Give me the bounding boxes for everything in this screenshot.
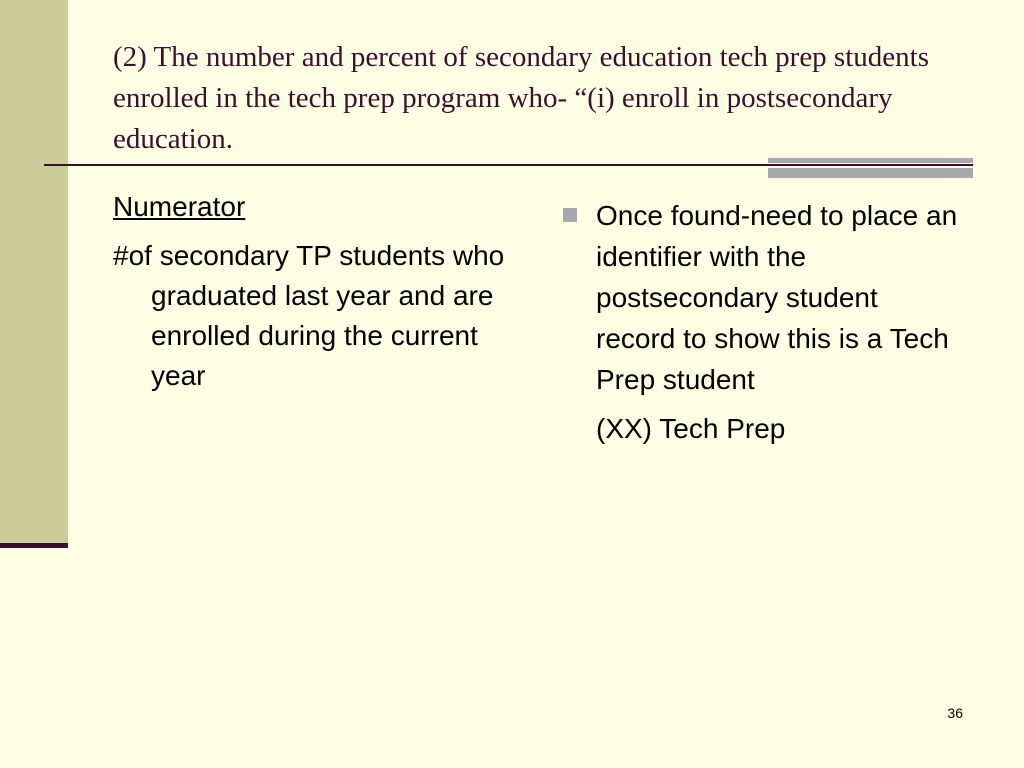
sidebar-accent-line (0, 543, 68, 548)
bullet-text: Once found-need to place an identifier with the postsecondary student record to show this is a Tech Prep student (596, 200, 958, 395)
sidebar-decoration (0, 0, 68, 543)
title-rule-gray-bottom (768, 168, 973, 178)
page-number: 36 (947, 705, 963, 721)
bullet-subtext: (XX) Tech Prep (596, 413, 786, 444)
numerator-heading: Numerator (113, 191, 246, 222)
slide-title: (2) The number and percent of secondary education tech prep students enrolled in the tech prep program who- “(i) enroll in postsecondary education. (113, 41, 929, 155)
square-bullet-icon (563, 208, 577, 222)
title-rule-gray-top (768, 158, 973, 163)
right-column (560, 195, 960, 449)
numerator-definition: #of secondary TP students who graduated last year and are enrolled during the current year (113, 240, 505, 391)
left-column (113, 187, 533, 396)
bullet-item (560, 195, 960, 400)
title-divider (44, 164, 973, 166)
